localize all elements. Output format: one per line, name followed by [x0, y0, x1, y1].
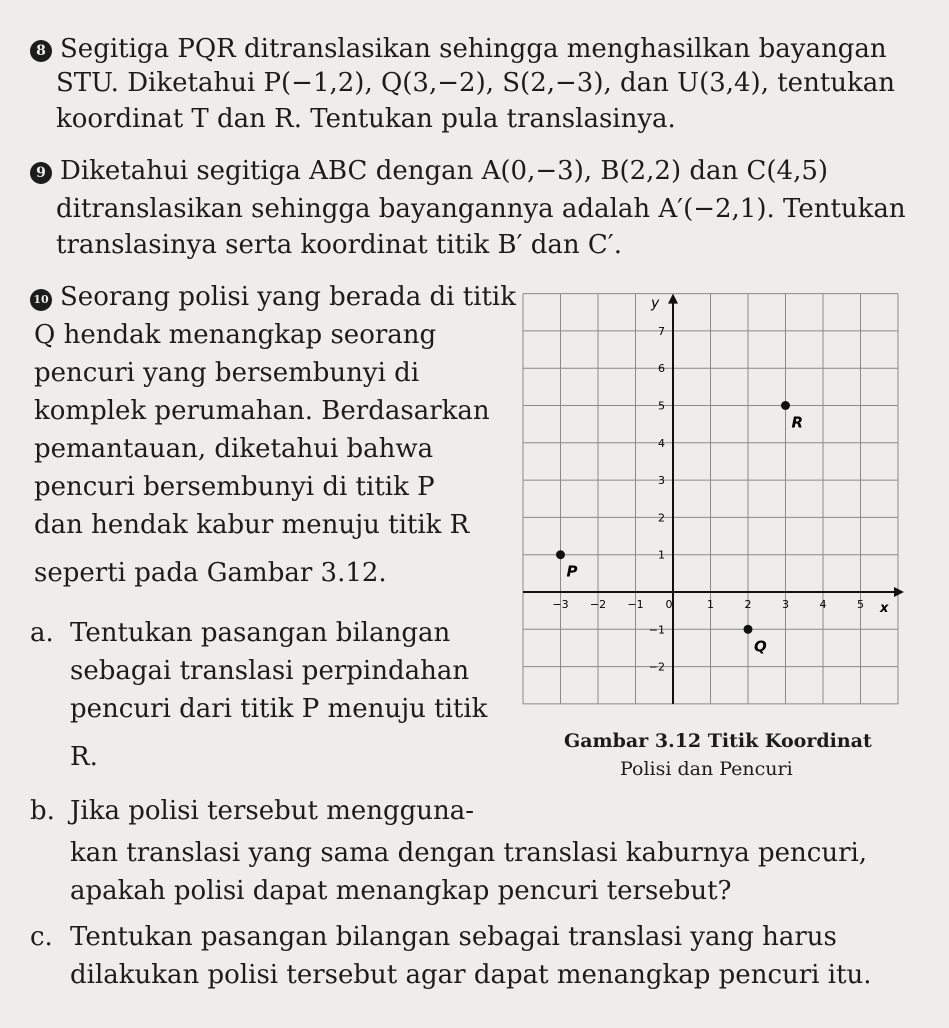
problem-10-line-3: pencuri yang bersembunyi di — [34, 358, 420, 388]
part-b-label: b. — [30, 796, 55, 826]
x-tick-label: 0 — [665, 598, 673, 611]
problem-10-line-4: komplek perumahan. Berdasarkan — [34, 396, 490, 426]
y-tick-label: 7 — [658, 324, 665, 338]
y-tick-label: −1 — [648, 623, 665, 637]
y-tick-label: 2 — [658, 511, 665, 525]
problem-10-line-5: pemantauan, diketahui bahwa — [34, 434, 434, 464]
figure-caption-line-2: Polisi dan Pencuri — [620, 758, 793, 780]
problem-10-line-2: Q hendak menangkap seorang — [34, 320, 437, 350]
y-tick-label: 5 — [658, 399, 665, 413]
problem-9-number: 9 — [30, 162, 52, 184]
part-c-label: c. — [30, 922, 53, 952]
part-b-line-2: kan translasi yang sama dengan translasi kaburnya pencuri, — [70, 838, 868, 868]
part-a-line-4: R. — [70, 742, 98, 772]
problem-10-line-8: seperti pada Gambar 3.12. — [34, 558, 387, 588]
problem-8-line-3: koordinat T dan R. Tentukan pula translasinya. — [56, 104, 676, 134]
problem-8-text: 8 Segitiga PQR ditranslasikan sehingga menghasilkan bayangan — [30, 36, 887, 62]
point-q-label: Q — [754, 637, 767, 656]
y-tick-label: 1 — [658, 548, 665, 562]
point-q-marker — [744, 625, 753, 634]
part-a-label: a. — [30, 618, 54, 648]
problem-8-line-2: STU. Diketahui P(−1,2), Q(3,−2), S(2,−3), dan U(3,4), tentukan — [56, 68, 896, 98]
x-axis-label: x — [880, 601, 889, 616]
x-tick-label: 5 — [857, 598, 864, 611]
y-axis-arrow — [668, 294, 678, 304]
point-p-marker — [556, 550, 565, 559]
problem-8-line-1 — [30, 36, 912, 62]
problem-10-line-7: dan hendak kabur menuju titik R — [34, 510, 470, 540]
part-c-line-2: dilakukan polisi tersebut agar dapat menangkap pencuri itu. — [70, 960, 872, 990]
x-tick-label: −3 — [552, 598, 569, 611]
x-axis-arrow — [894, 587, 904, 597]
part-a-line-3: pencuri dari titik P menuju titik — [70, 694, 488, 724]
point-p-label: P — [566, 562, 578, 581]
y-tick-label: 4 — [658, 436, 665, 450]
part-b-line-1: Jika polisi tersebut mengguna- — [70, 796, 475, 826]
problem-10-line-1: 10 Seorang polisi yang berada di titik — [30, 284, 516, 311]
problem-8-number: 8 — [30, 40, 52, 62]
figure-caption-line-1: Gambar 3.12 Titik Koordinat — [564, 730, 872, 752]
point-r-marker — [781, 401, 790, 410]
x-tick-label: 1 — [707, 598, 714, 611]
y-tick-label: −2 — [648, 660, 665, 674]
problem-9-line-3: translasinya serta koordinat titik B′ dan C′. — [56, 230, 622, 260]
y-tick-label: 6 — [658, 362, 665, 376]
part-a-line-2: sebagai translasi perpindahan — [70, 656, 470, 686]
problem-9-line-1: 9 Diketahui segitiga ABC dengan A(0,−3), B(2,2) dan C(4,5) — [30, 158, 828, 184]
coordinate-chart — [505, 280, 920, 715]
x-tick-label: 4 — [819, 598, 827, 611]
x-tick-label: −1 — [627, 598, 644, 611]
part-b-line-3: apakah polisi dapat menangkap pencuri tersebut? — [70, 876, 732, 906]
x-tick-label: 2 — [744, 598, 752, 611]
part-c-line-1: Tentukan pasangan bilangan sebagai translasi yang harus — [70, 922, 837, 952]
problem-10-line-6: pencuri bersembunyi di titik P — [34, 472, 435, 502]
y-axis-label: y — [651, 295, 660, 312]
y-tick-label: 3 — [658, 474, 665, 488]
part-a-line-1: Tentukan pasangan bilangan — [70, 618, 451, 648]
x-tick-label: 3 — [782, 598, 789, 611]
problem-9-line-2: ditranslasikan sehingga bayangannya adalah A′(−2,1). Tentukan — [56, 194, 906, 224]
x-tick-label: −2 — [589, 598, 607, 611]
problem-10-number: 10 — [30, 289, 52, 311]
point-r-label: R — [791, 413, 804, 432]
